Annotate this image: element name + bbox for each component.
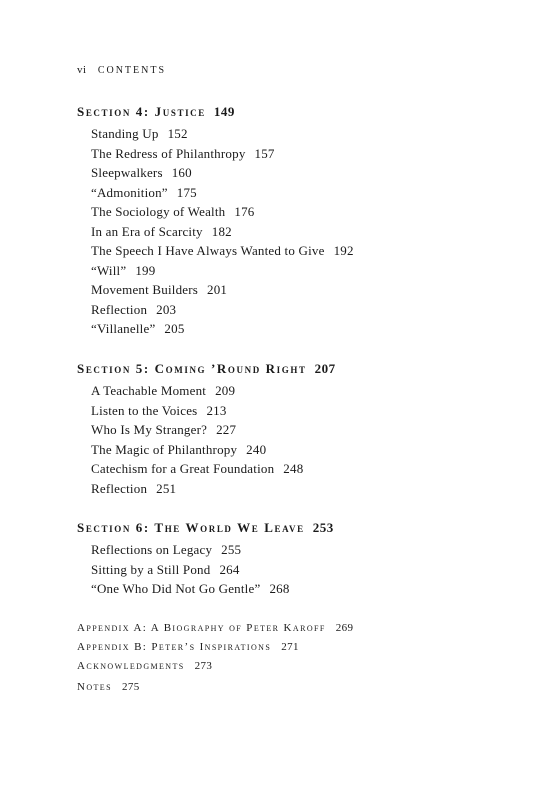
entry-title: “One Who Did Not Go Gentle” — [91, 581, 261, 596]
toc-section-5 — [77, 359, 336, 498]
toc-entry[interactable] — [91, 479, 336, 499]
entry-page: 205 — [164, 321, 185, 336]
entry-page: 264 — [219, 561, 240, 577]
running-head-title: CONTENTS — [97, 65, 167, 76]
toc-section-4 — [77, 102, 354, 339]
entry-title: Appendix B: Peter’s Inspirations — [77, 641, 272, 653]
entry-title: In an Era of Scarcity — [91, 223, 203, 239]
entry-title: Reflections on Legacy — [91, 542, 213, 557]
toc-section-6 — [77, 518, 334, 599]
section-heading — [77, 518, 334, 538]
entry-title: Who Is My Stranger? — [91, 422, 208, 437]
section-page: 207 — [314, 361, 336, 376]
page-number: vi — [77, 64, 87, 76]
toc-entry[interactable] — [91, 202, 354, 222]
section-title: Section 6: The World We Leave — [77, 520, 305, 535]
entry-title: “Admonition” — [91, 184, 168, 200]
toc-notes[interactable] — [77, 681, 140, 693]
entry-page: 227 — [216, 422, 237, 437]
toc-appendix-b[interactable] — [77, 641, 299, 653]
toc-entry[interactable] — [91, 241, 354, 261]
section-heading — [77, 102, 354, 122]
toc-entry[interactable] — [91, 222, 354, 242]
entry-title: Sleepwalkers — [91, 165, 163, 180]
entry-title: “Will” — [91, 262, 127, 278]
entry-page: 255 — [221, 542, 242, 557]
toc-entry[interactable] — [91, 459, 336, 479]
section-page: 253 — [312, 520, 334, 535]
entry-title: Reflection — [91, 301, 148, 317]
entry-title: Appendix A: A Biography of Peter Karoff — [77, 622, 326, 634]
entry-page: 240 — [246, 441, 267, 457]
entry-page: 269 — [335, 622, 354, 634]
section-heading — [77, 359, 336, 379]
entry-title: A Teachable Moment — [91, 383, 207, 398]
section-title: Section 5: Coming ’Round Right — [77, 361, 307, 376]
toc-entry[interactable] — [91, 280, 354, 300]
entry-title: Catechism for a Great Foundation — [91, 461, 275, 476]
toc-entry[interactable] — [91, 381, 336, 401]
entry-page: 251 — [156, 480, 177, 496]
section-entries — [77, 124, 354, 339]
entry-page: 209 — [215, 383, 236, 398]
toc-entry[interactable] — [91, 163, 354, 183]
toc-entry[interactable] — [91, 560, 334, 580]
toc-entry[interactable] — [91, 144, 354, 164]
toc-entry[interactable] — [91, 540, 334, 560]
toc-entry[interactable] — [91, 440, 336, 460]
entry-title: Standing Up — [91, 126, 159, 141]
entry-title: Movement Builders — [91, 282, 199, 297]
entry-page: 182 — [211, 223, 232, 239]
entry-title: The Magic of Philanthropy — [91, 441, 238, 457]
entry-page: 160 — [171, 165, 192, 180]
entry-page: 213 — [206, 402, 227, 418]
entry-page: 157 — [254, 145, 275, 161]
entry-page: 268 — [269, 581, 290, 596]
section-title: Section 4: Justice — [77, 104, 206, 119]
toc-entry[interactable] — [91, 319, 354, 339]
entry-page: 175 — [176, 184, 197, 200]
entry-page: 275 — [121, 681, 140, 693]
entry-page: 176 — [234, 204, 255, 219]
toc-entry[interactable] — [91, 401, 336, 421]
entry-title: Notes — [77, 681, 112, 693]
section-entries — [77, 540, 334, 599]
entry-page: 203 — [156, 301, 177, 317]
entry-page: 199 — [135, 262, 156, 278]
toc-entry[interactable] — [91, 183, 354, 203]
toc-entry[interactable] — [91, 300, 354, 320]
entry-page: 271 — [281, 641, 299, 653]
entry-title: Sitting by a Still Pond — [91, 561, 211, 577]
section-page: 149 — [213, 104, 235, 119]
entry-title: “Villanelle” — [91, 321, 156, 336]
entry-page: 192 — [333, 243, 354, 258]
entry-page: 273 — [194, 660, 213, 672]
toc-entry[interactable] — [91, 420, 336, 440]
toc-acknowledgments[interactable] — [77, 660, 212, 672]
entry-page: 201 — [207, 282, 228, 297]
entry-page: 152 — [167, 126, 188, 141]
entry-title: Listen to the Voices — [91, 402, 198, 418]
toc-appendix-a[interactable] — [77, 622, 353, 634]
running-head — [77, 64, 166, 76]
section-entries — [77, 381, 336, 498]
entry-title: Acknowledgments — [77, 660, 185, 672]
entry-title: The Sociology of Wealth — [91, 204, 226, 219]
entry-page: 248 — [283, 461, 304, 476]
entry-title: The Redress of Philanthropy — [91, 145, 246, 161]
toc-entry[interactable] — [91, 579, 334, 599]
entry-title: The Speech I Have Always Wanted to Give — [91, 243, 325, 258]
toc-entry[interactable] — [91, 261, 354, 281]
toc-entry[interactable] — [91, 124, 354, 144]
entry-title: Reflection — [91, 480, 148, 496]
